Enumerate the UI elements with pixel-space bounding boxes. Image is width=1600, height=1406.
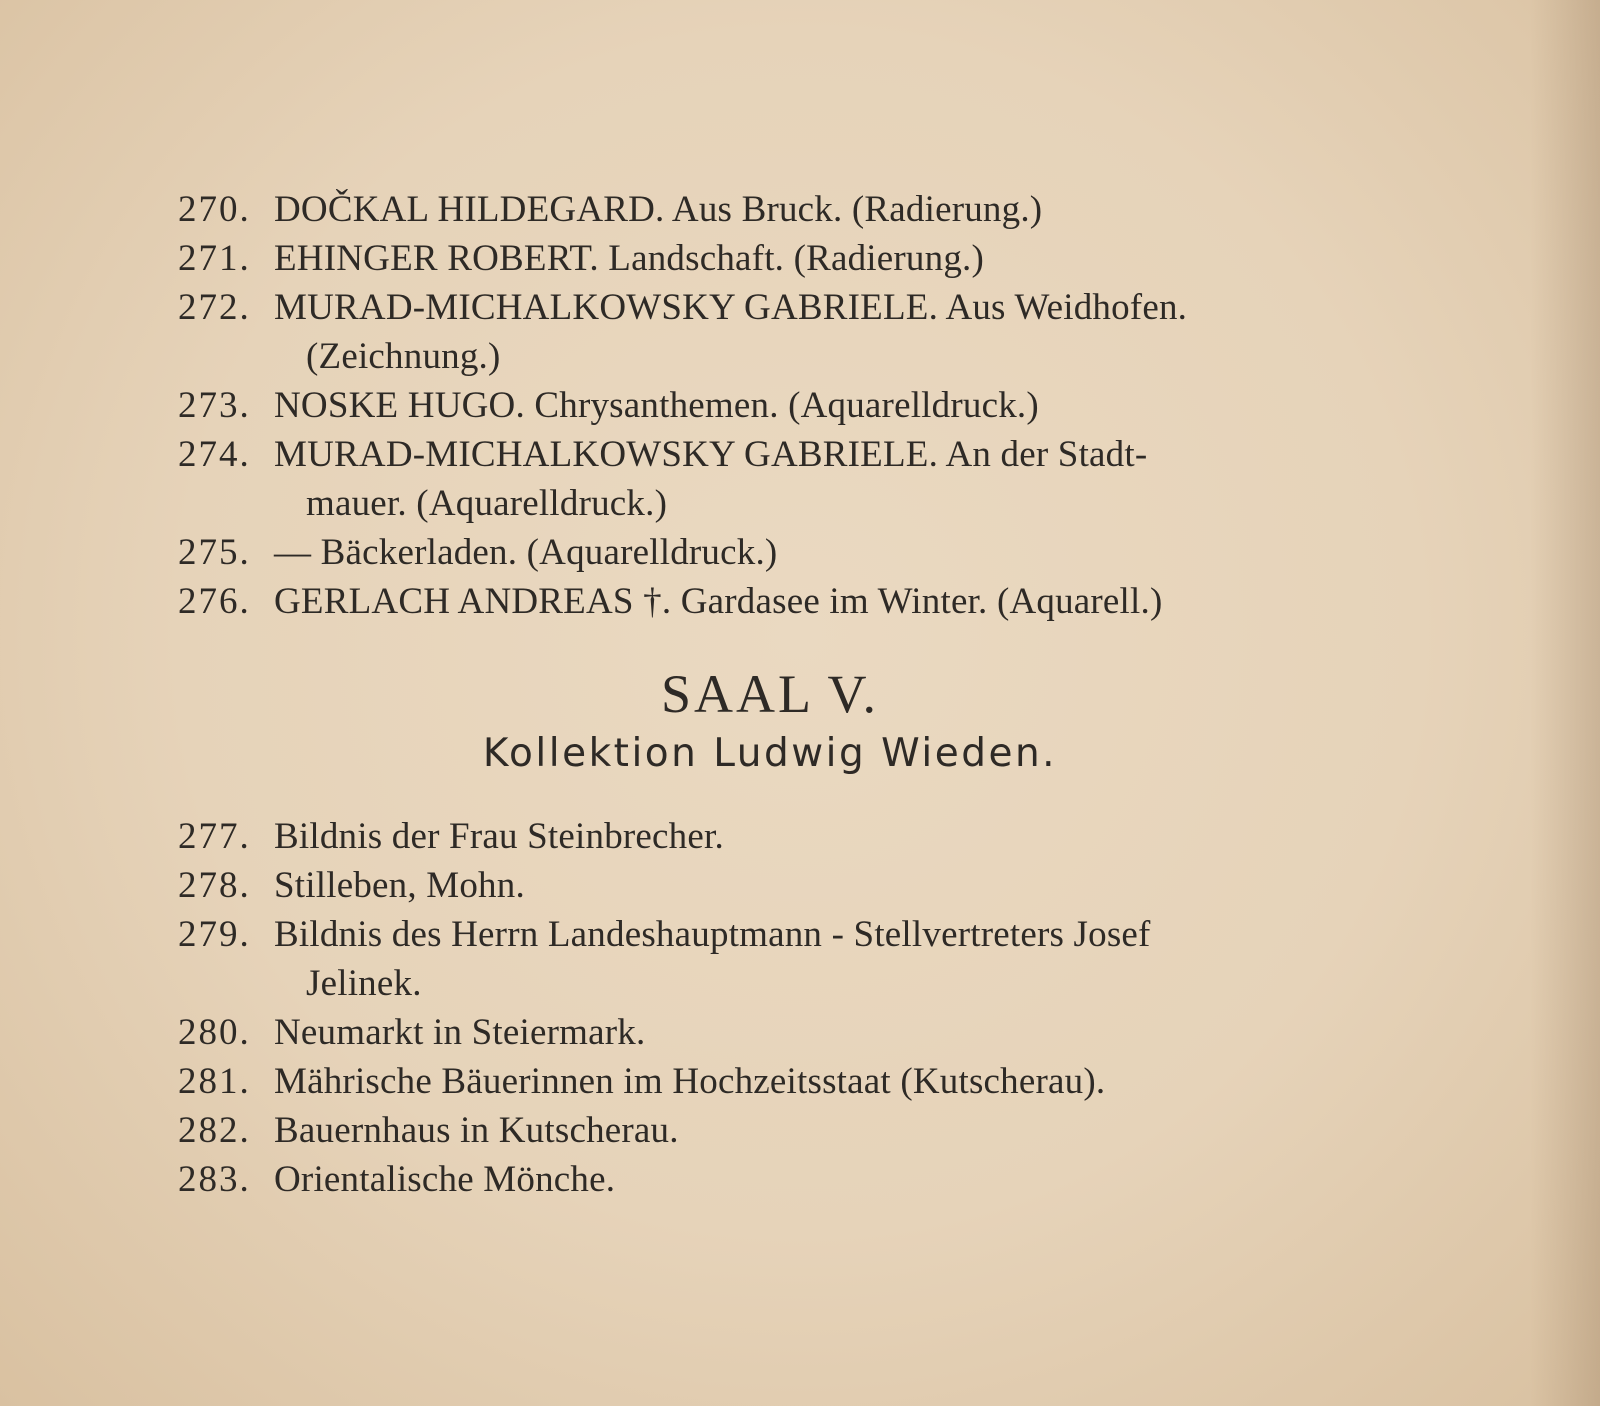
catalog-entry-272-continuation — [178, 332, 1358, 381]
catalog-entry-281 — [178, 1057, 1358, 1106]
entry-number: 282. — [178, 1110, 251, 1151]
catalog-entry-274-continuation — [178, 479, 1358, 528]
section-title: SAAL V. — [660, 664, 880, 724]
catalog-entry-280 — [178, 1008, 1358, 1057]
entry-number: 275. — [178, 532, 251, 573]
entry-text: MURAD-MICHALKOWSKY GABRIELE. Aus Weidhofen. — [274, 287, 1188, 328]
catalog-entry-272 — [178, 283, 1358, 332]
entry-text: MURAD-MICHALKOWSKY GABRIELE. An der Stadt- — [274, 434, 1148, 475]
entry-text-continuation: mauer. (Aquarelldruck.) — [306, 483, 668, 524]
entry-text: Mährische Bäuerinnen im Hochzeitsstaat (Kutscherau). — [274, 1061, 1106, 1102]
entry-text: Bildnis der Frau Steinbrecher. — [274, 816, 724, 857]
entry-number: 281. — [178, 1061, 251, 1102]
entry-number: 279. — [178, 914, 251, 955]
catalog-entry-278 — [178, 861, 1358, 910]
catalog-entry-274 — [178, 430, 1358, 479]
entry-text: — Bäckerladen. (Aquarelldruck.) — [274, 532, 778, 573]
entry-text: Orientalische Mönche. — [274, 1159, 616, 1200]
entry-text: NOSKE HUGO. Chrysanthemen. (Aquarelldruck.) — [274, 385, 1039, 426]
entry-text: Bildnis des Herrn Landeshauptmann - Stellvertreters Josef — [274, 914, 1151, 955]
catalog-list-bottom — [178, 812, 1358, 1204]
entry-number: 280. — [178, 1012, 251, 1053]
catalog-entry-279 — [178, 910, 1358, 959]
entry-number: 271. — [178, 238, 251, 279]
catalog-list-top — [178, 185, 1358, 626]
entry-text: GERLACH ANDREAS †. Gardasee im Winter. (Aquarell.) — [274, 581, 1163, 622]
entry-text: Stilleben, Mohn. — [274, 865, 525, 906]
entry-number: 272. — [178, 287, 251, 328]
catalog-entry-276 — [178, 577, 1358, 626]
entry-number: 278. — [178, 865, 251, 906]
catalog-entry-277 — [178, 812, 1358, 861]
catalog-entry-283 — [178, 1155, 1358, 1204]
entry-text: Neumarkt in Steiermark. — [274, 1012, 646, 1053]
entry-text: Bauernhaus in Kutscherau. — [274, 1110, 679, 1151]
entry-number: 277. — [178, 816, 251, 857]
entry-number: 283. — [178, 1159, 251, 1200]
catalog-entry-275 — [178, 528, 1358, 577]
entry-text: DOČKAL HILDEGARD. Aus Bruck. (Radierung.) — [274, 189, 1043, 230]
entry-number: 276. — [178, 581, 251, 622]
catalog-entry-279-continuation — [178, 959, 1358, 1008]
entry-number: 274. — [178, 434, 251, 475]
entry-text: EHINGER ROBERT. Landschaft. (Radierung.) — [274, 238, 984, 279]
catalog-entry-271 — [178, 234, 1358, 283]
entry-number: 273. — [178, 385, 251, 426]
entry-text-continuation: (Zeichnung.) — [306, 336, 501, 377]
catalog-entry-273 — [178, 381, 1358, 430]
catalog-entry-282 — [178, 1106, 1358, 1155]
entry-text-continuation: Jelinek. — [306, 963, 422, 1004]
section-subtitle: Kollektion Ludwig Wieden. — [482, 731, 1058, 776]
catalog-entry-270 — [178, 185, 1358, 234]
entry-number: 270. — [178, 189, 251, 230]
